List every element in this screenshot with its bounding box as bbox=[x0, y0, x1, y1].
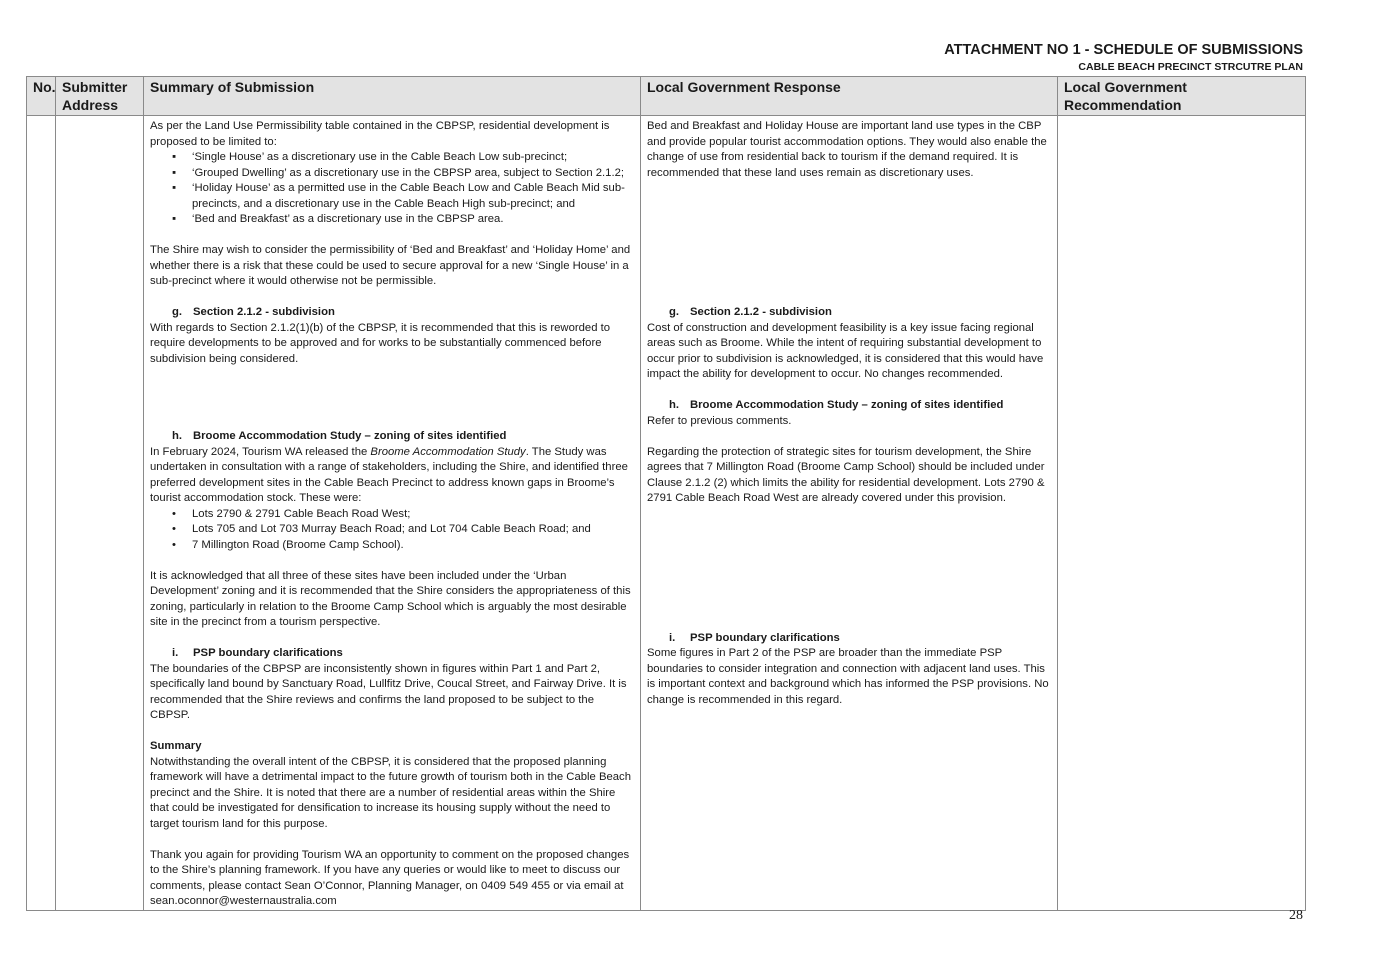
list-item: ▪ ‘Holiday House’ as a permitted use in the Cable Beach Low and Cable Beach Mid sub-precincts, and a discretionary use in the Cable Beach High sub-precinct; and bbox=[172, 182, 625, 210]
column-header-recommendation: Local Government Recommendation bbox=[1058, 77, 1306, 116]
bullet-icon: ▪ bbox=[172, 166, 177, 179]
table-header-row bbox=[27, 77, 1306, 116]
list-item: ▪ ‘Single House’ as a discretionary use in the Cable Beach Low sub-precinct; bbox=[150, 150, 634, 166]
summary-heading: Summary bbox=[150, 740, 202, 752]
list-item: • Lots 2790 & 2791 Cable Beach Road West; bbox=[150, 507, 634, 523]
bullet-icon: • bbox=[172, 507, 176, 520]
page-number: 28 bbox=[1289, 908, 1303, 923]
cell-summary bbox=[144, 116, 641, 911]
cell-submitter bbox=[56, 116, 144, 911]
bullet-icon: ▪ bbox=[172, 151, 177, 163]
response-section-i-heading: i. PSP boundary clarifications bbox=[669, 631, 840, 644]
response-section-g-heading: g. Section 2.1.2 - subdivision bbox=[669, 306, 832, 318]
list-item: ▪ ‘Grouped Dwelling’ as a discretionary use in the CBPSP area, subject to Section 2.1.2; bbox=[150, 166, 634, 182]
summary-section-g-text: With regards to Section 2.1.2(1)(b) of the CBPSP, it is recommended that this is reworded to require developments to be approved and for works to be substantially commenced before subdivision being considered. bbox=[150, 321, 611, 365]
summary-section-i-heading: i. PSP boundary clarifications bbox=[172, 647, 343, 659]
summary-section-i-text: The boundaries of the CBPSP are inconsistently shown in figures within Part 1 and Part 2, specifically land bound by Sanctuary Road, Lullfitz Drive, Coucal Street, and Fairway Drive. It is recommended that the Shire reviews and confirms the land proposed to be subject to the CBPSP. bbox=[150, 662, 627, 721]
bullet-icon: • bbox=[172, 538, 176, 551]
column-header-no: No. bbox=[27, 77, 56, 116]
summary-text: Notwithstanding the overall intent of the CBPSP, it is considered that the proposed planning framework will have a detrimental impact to the future growth of tourism both in the Cable Beach precinct and the Shire. It is noted that there are a number of residential areas within the Shire that could be investigated for densification to increase its housing supply without the need to target tourism land for this purpose. bbox=[150, 755, 631, 830]
list-item: ▪ ‘Bed and Breakfast’ as a discretionary use in the CBPSP area. bbox=[150, 212, 634, 228]
summary-section-g-heading: g. Section 2.1.2 - subdivision bbox=[172, 306, 335, 318]
summary-section-h-text: In February 2024, Tourism WA released the Broome Accommodation Study. The Study was undertaken in consultation with a range of stakeholders, including the Shire, and identified three preferred development sites in the Cable Beach Precinct to address known gaps in Broome’s tourist accommodation stock. These were: bbox=[150, 445, 628, 504]
column-header-submitter: Submitter Address bbox=[56, 77, 144, 116]
response-intro: Bed and Breakfast and Holiday House are important land use types in the CBP and provide popular tourist accommodation options. They would also enable the change of use from residential back to tourism if the demand required. It is recommended that these land uses remain as discretionary uses. bbox=[647, 120, 1047, 179]
column-header-response: Local Government Response bbox=[641, 77, 1058, 116]
summary-permissibility: The Shire may wish to consider the permissibility of ‘Bed and Breakfast’ and ‘Holiday Home’ and whether there is a risk that these could be used to secure approval for a new ‘Single House’ in a sub-precinct where it would otherwise not be permissible. bbox=[150, 244, 631, 287]
list-item: • 7 Millington Road (Broome Camp School). bbox=[150, 538, 634, 554]
summary-section-h-heading: h. Broome Accommodation Study – zoning of sites identified bbox=[172, 430, 507, 442]
column-header-summary: Summary of Submission bbox=[144, 77, 641, 116]
cell-no bbox=[27, 116, 56, 911]
cell-response bbox=[641, 116, 1058, 911]
table-row bbox=[27, 116, 1306, 911]
response-section-i-text: Some figures in Part 2 of the PSP are broader than the immediate PSP boundaries to consider integration and connection with adjacent land uses. This is important context and background which has informed the PSP provisions. No change is recommended in this regard. bbox=[647, 647, 1049, 706]
study-title: Broome Accommodation Study bbox=[370, 445, 526, 458]
attachment-title: ATTACHMENT NO 1 - SCHEDULE OF SUBMISSIONS bbox=[944, 42, 1303, 58]
bullet-icon: ▪ bbox=[172, 213, 177, 225]
response-section-g-text: Cost of construction and development feasibility is a key issue facing regional areas such as Broome. While the intent of requiring substantial development to occur prior to subdivision is acknowledged, it is considered that this would have impact the ability for development to occur. No changes recommended. bbox=[647, 321, 1044, 380]
summary-intro: As per the Land Use Permissibility table contained in the CBPSP, residential development is proposed to be limited to: bbox=[150, 120, 610, 148]
bullet-icon: • bbox=[172, 523, 176, 535]
attachment-subtitle: CABLE BEACH PRECINCT STRCUTRE PLAN bbox=[1078, 61, 1303, 73]
response-section-h-heading: h. Broome Accommodation Study – zoning of sites identified bbox=[669, 399, 1004, 411]
response-section-h-text-2: Regarding the protection of strategic sites for tourism development, the Shire agrees that 7 Millington Road (Broome Camp School) should be included under Clause 2.1.2 (2) which limits the ability for residential development. Lots 2790 & 2791 Cable Beach Road West are already covered under this provision. bbox=[647, 445, 1045, 504]
sites-list bbox=[150, 507, 634, 554]
closing-text: Thank you again for providing Tourism WA an opportunity to comment on the proposed changes to the Shire’s planning framework. If you have any queries or would like to meet to discuss our comments, please contact Sean O’Connor, Planning Manager, on 0409 549 455 or via email at sean.oconnor@westernaustralia.com bbox=[150, 848, 630, 907]
bullet-icon: ▪ bbox=[172, 182, 177, 194]
list-item: • Lots 705 and Lot 703 Murray Beach Road; and Lot 704 Cable Beach Road; and bbox=[150, 522, 634, 538]
land-use-list bbox=[150, 150, 634, 228]
cell-recommendation bbox=[1058, 116, 1306, 911]
summary-section-h-ack: It is acknowledged that all three of these sites have been included under the ‘Urban Development’ zoning and it is recommended that the Shire considers the appropriateness of this zoning, particularly in relation to the Broome Camp School which is arguably the most desirable site in the precinct from a tourism perspective. bbox=[150, 569, 631, 628]
response-section-h-text-1: Refer to previous comments. bbox=[647, 414, 792, 427]
submissions-table bbox=[26, 76, 1306, 911]
